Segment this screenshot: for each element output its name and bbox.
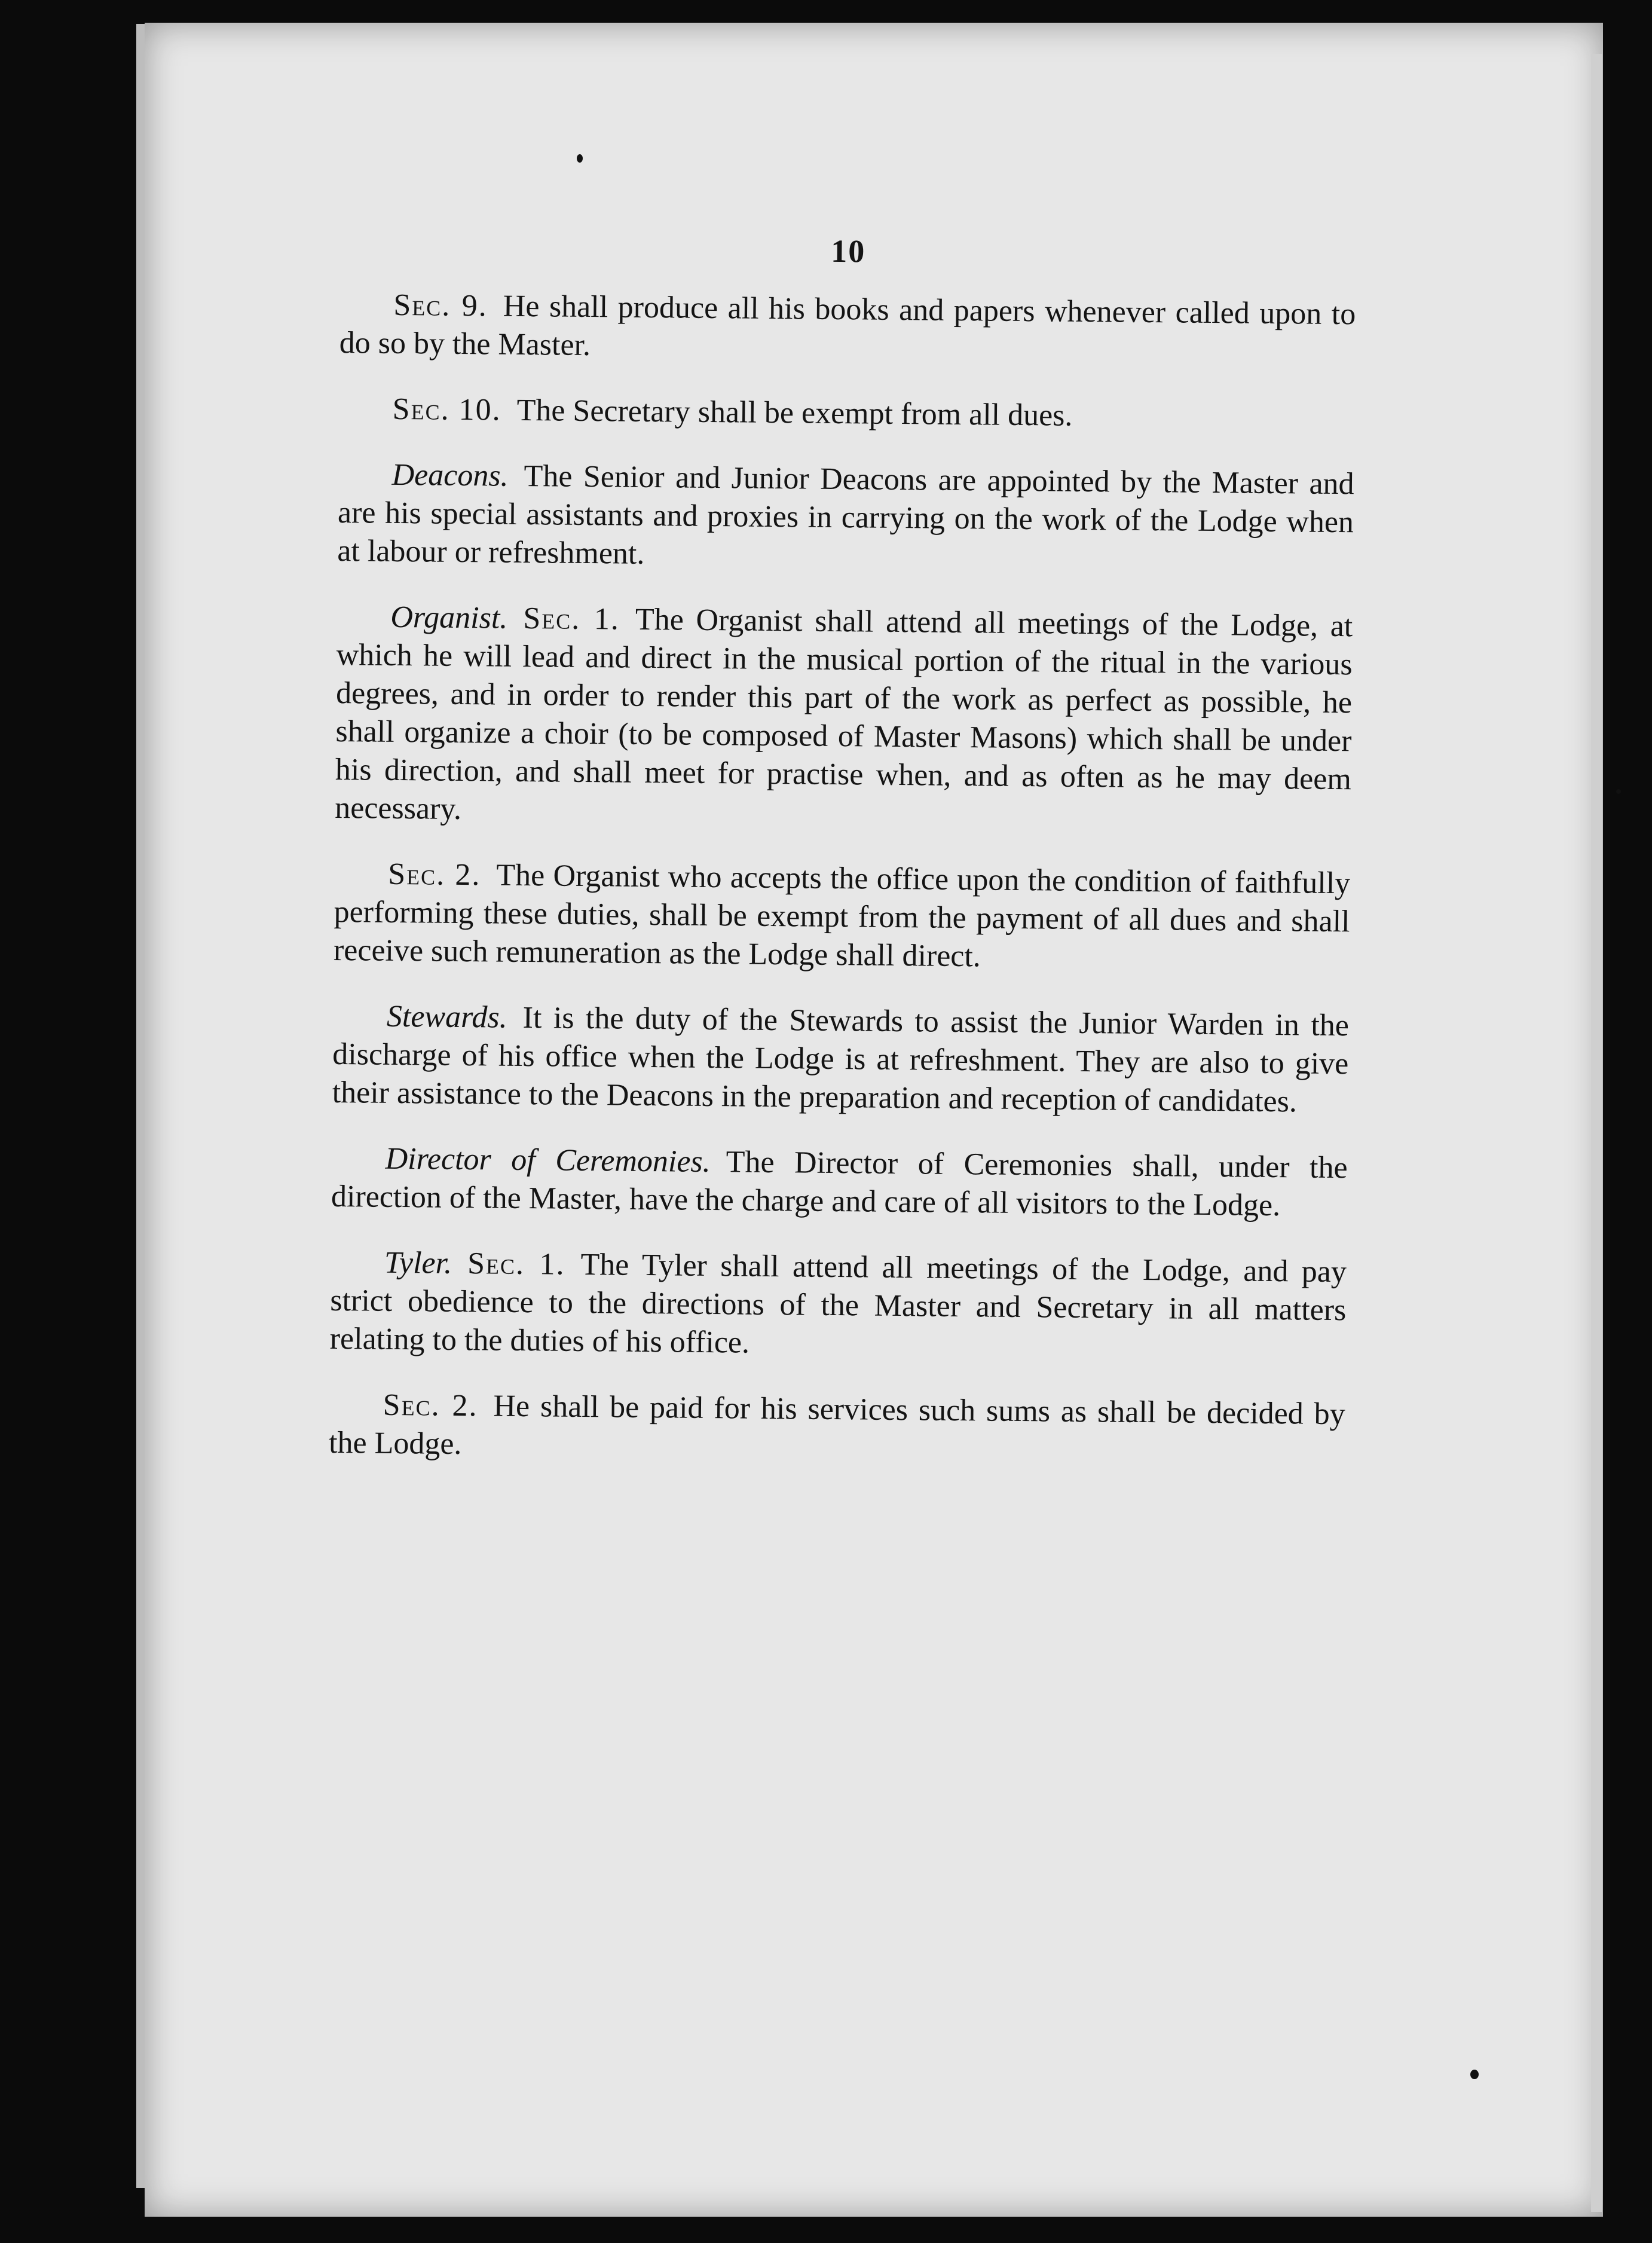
paragraph-text: He shall be paid for his services such sums as shall be decided by the Lodge. — [328, 1389, 1345, 1462]
office-heading: Deacons. — [391, 457, 509, 493]
page-text — [328, 203, 1357, 1499]
paragraph-director-of-ceremonies — [331, 1139, 1348, 1226]
paragraph-sec-10 — [338, 390, 1355, 438]
section-label: Sec. 10. — [392, 392, 501, 427]
paragraph-stewards — [332, 997, 1349, 1122]
page-left-edge — [136, 24, 145, 2188]
section-label: Sec. 1. — [523, 601, 620, 637]
paragraph-tyler-sec-2 — [329, 1386, 1345, 1472]
section-label: Sec. 2. — [383, 1388, 478, 1423]
paragraph-text: The Secretary shall be exempt from all dues. — [516, 393, 1073, 433]
page-right-edge — [1591, 54, 1602, 2212]
office-heading: Organist. — [390, 600, 508, 635]
paragraph-text: He shall produce all his books and papers whenever called upon to do so by the Master. — [339, 289, 1356, 363]
section-label: Sec. 2. — [387, 857, 481, 893]
paragraph-sec-9 — [339, 286, 1356, 372]
section-label: Sec. 1. — [467, 1246, 565, 1282]
office-heading: Stewards. — [386, 999, 507, 1035]
ink-speck — [1470, 2070, 1479, 2079]
ink-speck — [1616, 789, 1621, 794]
paragraph-deacons — [337, 456, 1354, 580]
paragraph-organist-sec-2 — [334, 855, 1351, 979]
paragraph-text: It is the duty of the Stewards to assist the Junior Warden in the discharge of his office when the Lodge is at refreshment. They are also to give their assistance to the Deacons in the preparation and reception of candidates. — [332, 1000, 1350, 1119]
page-number: 10 — [830, 233, 866, 270]
paragraph-text: The Organist who accepts the office upon the condition of faithfully performing these duties, shall be exempt from the payment of all dues and shall receive such remuneration as the Lodge shall direct. — [333, 858, 1351, 974]
paragraph-text: The Organist shall attend all meetings of the Lodge, at which he will lead and direct in the musical portion of the ritual in the various degrees, and in order to render this part of the work as perfect as possible, he shall organize a choir (to be composed of Master Masons) which shall be under his direction, and shall meet for practise when, and as often as he may deem necessary. — [335, 602, 1353, 826]
paragraph-tyler-sec-1 — [329, 1243, 1347, 1368]
paragraph-text: The Senior and Junior Deacons are appointed by the Master and are his special assistants and proxies in carrying on the work of the Lodge when at labour or refreshment. — [337, 459, 1354, 571]
section-label: Sec. 9. — [393, 288, 488, 323]
office-heading: Tyler. — [384, 1245, 452, 1281]
paragraph-text: The Tyler shall attend all meetings of the Lodge, and pay strict obedience to the directions of the Master and Secretary in all matters relating to the duties of his office. — [329, 1247, 1347, 1360]
ink-speck — [577, 154, 583, 163]
paragraph-organist-sec-1 — [335, 598, 1353, 837]
office-heading: Director of Ceremonies. — [385, 1141, 711, 1179]
paragraph-text: The Director of Ceremonies shall, under the direction of the Master, have the charge and care of all visitors to the Lodge. — [331, 1145, 1348, 1223]
